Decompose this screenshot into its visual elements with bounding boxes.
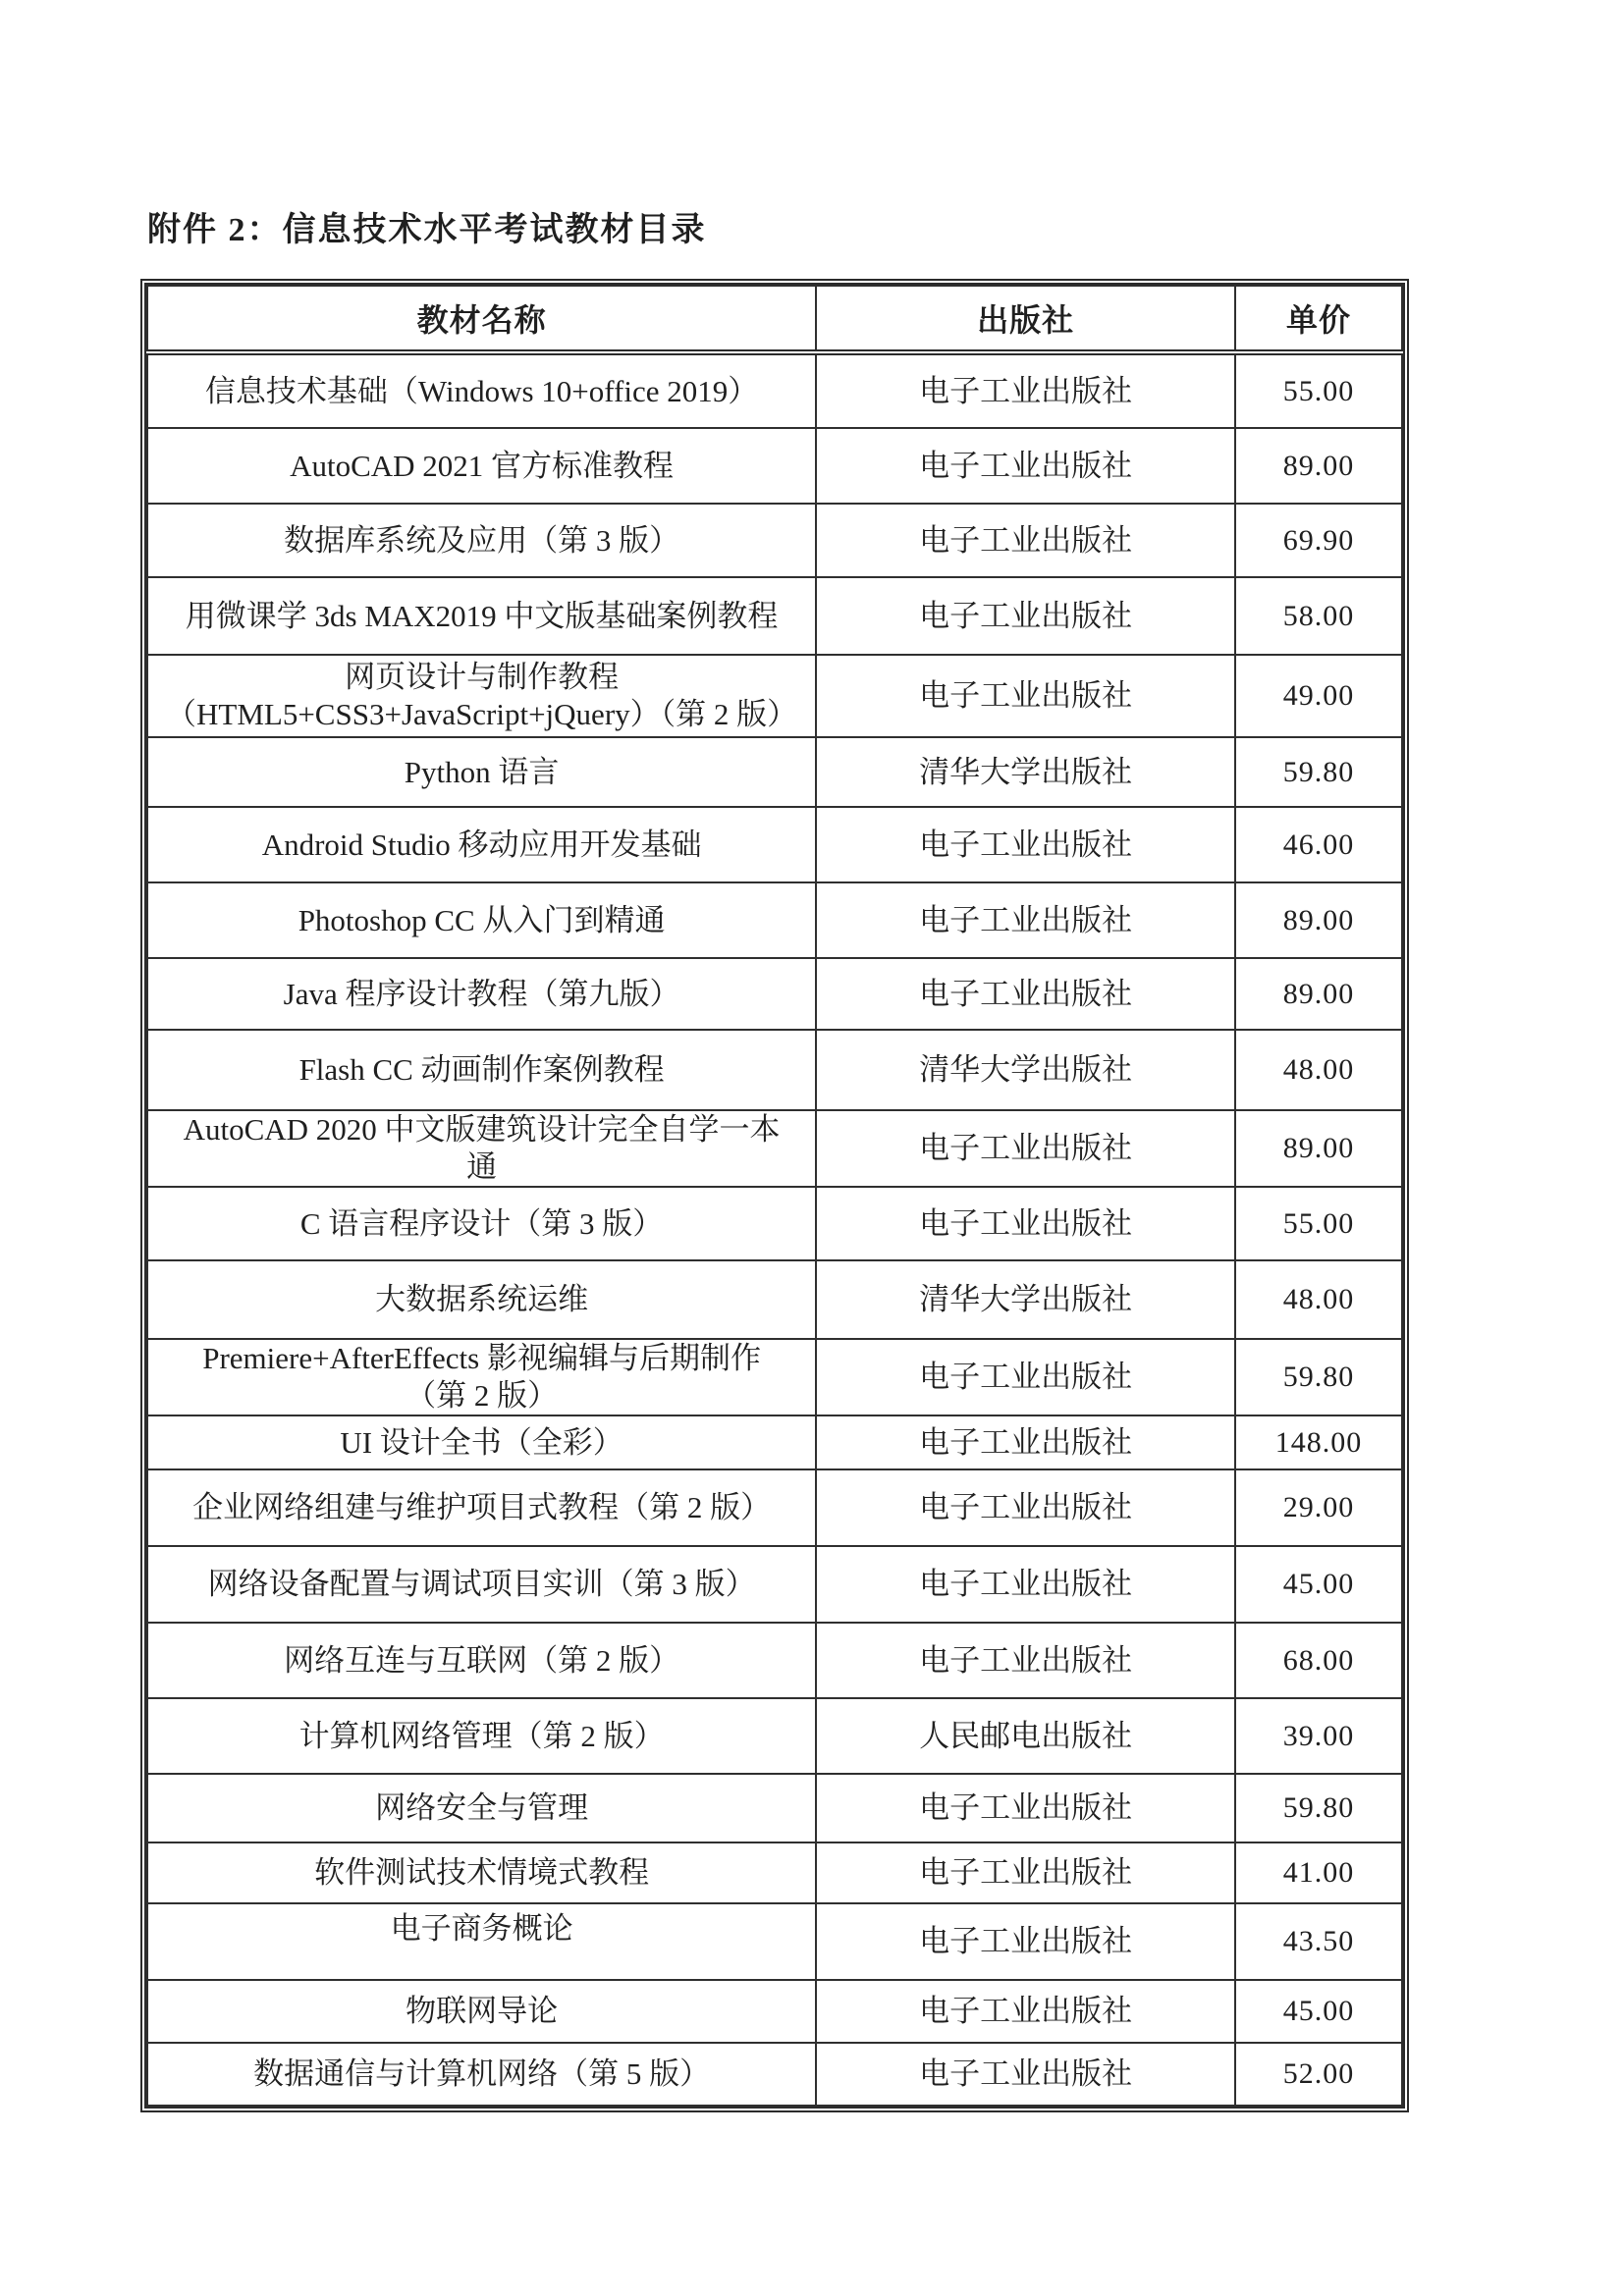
- table-row: [147, 1546, 1402, 1623]
- publisher-cell: 电子工业出版社: [816, 807, 1235, 882]
- table-body: [147, 352, 1402, 2106]
- textbook-name-line2: 通: [466, 1149, 498, 1184]
- textbook-name-cell: AutoCAD 2020 中文版建筑设计完全自学一本 通: [147, 1110, 816, 1187]
- textbook-catalog-table: [140, 279, 1409, 2112]
- unit-price-cell: 69.90: [1235, 504, 1402, 577]
- textbook-name-line2: （HTML5+CSS3+JavaScript+jQuery）（第 2 版）: [166, 697, 798, 731]
- table-row: [147, 1980, 1402, 2043]
- publisher-cell: 电子工业出版社: [816, 1110, 1235, 1187]
- table-row: [147, 504, 1402, 577]
- unit-price-cell: 55.00: [1235, 352, 1402, 428]
- unit-price-cell: 45.00: [1235, 1546, 1402, 1623]
- publisher-cell: 电子工业出版社: [816, 504, 1235, 577]
- textbook-name-cell: 数据通信与计算机网络（第 5 版）: [147, 2043, 816, 2106]
- textbook-name-cell: AutoCAD 2021 官方标准教程: [147, 428, 816, 504]
- textbook-name-cell: C 语言程序设计（第 3 版）: [147, 1187, 816, 1260]
- publisher-cell: 电子工业出版社: [816, 1774, 1235, 1842]
- table-row: [147, 352, 1402, 428]
- unit-price-cell: 148.00: [1235, 1415, 1402, 1469]
- unit-price-cell: 39.00: [1235, 1698, 1402, 1774]
- unit-price-cell: 45.00: [1235, 1980, 1402, 2043]
- unit-price-cell: 46.00: [1235, 807, 1402, 882]
- publisher-cell: 电子工业出版社: [816, 1415, 1235, 1469]
- textbook-name-cell: 企业网络组建与维护项目式教程（第 2 版）: [147, 1469, 816, 1546]
- header-unit-price: 单价: [1235, 286, 1402, 352]
- unit-price-cell: 59.80: [1235, 1339, 1402, 1415]
- textbook-name-cell: 网络互连与互联网（第 2 版）: [147, 1623, 816, 1698]
- publisher-cell: 电子工业出版社: [816, 1842, 1235, 1903]
- publisher-cell: 电子工业出版社: [816, 1469, 1235, 1546]
- publisher-cell: 电子工业出版社: [816, 958, 1235, 1030]
- unit-price-cell: 89.00: [1235, 882, 1402, 958]
- publisher-cell: 电子工业出版社: [816, 1623, 1235, 1698]
- textbook-name-cell: 信息技术基础（Windows 10+office 2019）: [147, 352, 816, 428]
- unit-price-cell: 55.00: [1235, 1187, 1402, 1260]
- textbook-name-cell: 电子商务概论: [147, 1903, 816, 1980]
- publisher-cell: 电子工业出版社: [816, 2043, 1235, 2106]
- unit-price-cell: 89.00: [1235, 958, 1402, 1030]
- table-row: [147, 882, 1402, 958]
- unit-price-cell: 89.00: [1235, 1110, 1402, 1187]
- table-header-row: [147, 286, 1402, 352]
- publisher-cell: 电子工业出版社: [816, 1980, 1235, 2043]
- publisher-cell: 电子工业出版社: [816, 428, 1235, 504]
- unit-price-cell: 48.00: [1235, 1260, 1402, 1339]
- publisher-cell: 电子工业出版社: [816, 1187, 1235, 1260]
- table-row: [147, 737, 1402, 807]
- publisher-cell: 电子工业出版社: [816, 655, 1235, 737]
- unit-price-cell: 59.80: [1235, 737, 1402, 807]
- table-row: [147, 2043, 1402, 2106]
- textbook-name-cell: UI 设计全书（全彩）: [147, 1415, 816, 1469]
- table-row: [147, 428, 1402, 504]
- textbook-name-cell: Java 程序设计教程（第九版）: [147, 958, 816, 1030]
- unit-price-cell: 89.00: [1235, 428, 1402, 504]
- page-title: 附件 2：信息技术水平考试教材目录: [147, 212, 707, 248]
- unit-price-cell: 59.80: [1235, 1774, 1402, 1842]
- unit-price-cell: 58.00: [1235, 577, 1402, 655]
- publisher-cell: 电子工业出版社: [816, 1903, 1235, 1980]
- publisher-cell: 电子工业出版社: [816, 577, 1235, 655]
- table-row: [147, 1698, 1402, 1774]
- header-publisher: 出版社: [816, 286, 1235, 352]
- table-row: [147, 1623, 1402, 1698]
- publisher-cell: 电子工业出版社: [816, 1546, 1235, 1623]
- textbook-name-cell: Flash CC 动画制作案例教程: [147, 1030, 816, 1110]
- table-row: [147, 1260, 1402, 1339]
- table-row: [147, 1187, 1402, 1260]
- table-row: [147, 958, 1402, 1030]
- publisher-cell: 人民邮电出版社: [816, 1698, 1235, 1774]
- table-row: [147, 1110, 1402, 1187]
- table-row: [147, 807, 1402, 882]
- unit-price-cell: 41.00: [1235, 1842, 1402, 1903]
- header-textbook-name: 教材名称: [147, 286, 816, 352]
- table-row: [147, 1030, 1402, 1110]
- table-row: [147, 1415, 1402, 1469]
- publisher-cell: 电子工业出版社: [816, 1339, 1235, 1415]
- textbook-name-line2: （第 2 版）: [406, 1378, 559, 1413]
- textbook-name-cell: Premiere+AfterEffects 影视编辑与后期制作 （第 2 版）: [147, 1339, 816, 1415]
- textbook-name-cell: 网页设计与制作教程 （HTML5+CSS3+JavaScript+jQuery）（第 2 版）: [147, 655, 816, 737]
- table-row: [147, 1774, 1402, 1842]
- unit-price-cell: 48.00: [1235, 1030, 1402, 1110]
- unit-price-cell: 52.00: [1235, 2043, 1402, 2106]
- publisher-cell: 电子工业出版社: [816, 352, 1235, 428]
- unit-price-cell: 68.00: [1235, 1623, 1402, 1698]
- table-row: [147, 1842, 1402, 1903]
- textbook-name-cell: 数据库系统及应用（第 3 版）: [147, 504, 816, 577]
- unit-price-cell: 29.00: [1235, 1469, 1402, 1546]
- textbook-name-cell: 计算机网络管理（第 2 版）: [147, 1698, 816, 1774]
- textbook-name-cell: 网络设备配置与调试项目实训（第 3 版）: [147, 1546, 816, 1623]
- publisher-cell: 电子工业出版社: [816, 882, 1235, 958]
- textbook-name-cell: Python 语言: [147, 737, 816, 807]
- publisher-cell: 清华大学出版社: [816, 1260, 1235, 1339]
- textbook-name-cell: 网络安全与管理: [147, 1774, 816, 1842]
- textbook-name-cell: Photoshop CC 从入门到精通: [147, 882, 816, 958]
- table-row: [147, 577, 1402, 655]
- unit-price-cell: 43.50: [1235, 1903, 1402, 1980]
- table-row: [147, 1339, 1402, 1415]
- textbook-name-cell: 用微课学 3ds MAX2019 中文版基础案例教程: [147, 577, 816, 655]
- textbook-name-cell: 物联网导论: [147, 1980, 816, 2043]
- unit-price-cell: 49.00: [1235, 655, 1402, 737]
- textbook-name-cell: 软件测试技术情境式教程: [147, 1842, 816, 1903]
- textbook-table: [146, 285, 1403, 2107]
- textbook-name-cell: Android Studio 移动应用开发基础: [147, 807, 816, 882]
- table-row: [147, 1469, 1402, 1546]
- table-row: [147, 655, 1402, 737]
- publisher-cell: 清华大学出版社: [816, 1030, 1235, 1110]
- publisher-cell: 清华大学出版社: [816, 737, 1235, 807]
- table-row: [147, 1903, 1402, 1980]
- textbook-name-cell: 大数据系统运维: [147, 1260, 816, 1339]
